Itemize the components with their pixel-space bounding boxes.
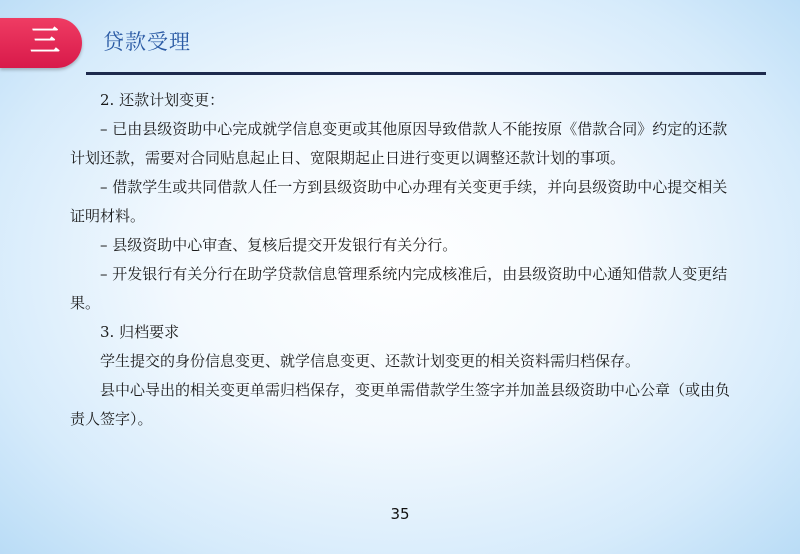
content-body <box>70 86 740 434</box>
paragraph-apply-procedure: – 借款学生或共同借款人任一方到县级资助中心办理有关变更手续，并向县级资助中心提交相关证明材料。 <box>70 178 728 225</box>
paragraph-bank-approval: – 开发银行有关分行在助学贷款信息管理系统内完成核准后，由县级资助中心通知借款人变更结果。 <box>70 265 728 312</box>
paragraph-archive-change-forms: 县中心导出的相关变更单需归档保存，变更单需借款学生签字并加盖县级资助中心公章（或由负责人签字）。 <box>70 381 731 428</box>
paragraph-county-review: – 县级资助中心审查、复核后提交开发银行有关分行。 <box>100 236 458 254</box>
paragraph-archive-materials: 学生提交的身份信息变更、就学信息变更、还款计划变更的相关资料需归档保存。 <box>100 352 641 370</box>
paragraph-change-condition: – 已由县级资助中心完成就学信息变更或其他原因导致借款人不能按原《借款合同》约定的还款计划还款，需要对合同贴息起止日、宽限期起止日进行变更以调整还款计划的事项。 <box>70 120 728 167</box>
heading-archiving-requirements: 3. 归档要求 <box>100 323 180 341</box>
header-divider <box>86 72 766 75</box>
section-title: 贷款受理 <box>103 30 191 54</box>
page-number: 35 <box>390 505 410 523</box>
section-number: 三 <box>30 24 60 59</box>
section-number-badge <box>0 18 82 68</box>
heading-repayment-plan-change: 2. 还款计划变更： <box>100 91 225 109</box>
